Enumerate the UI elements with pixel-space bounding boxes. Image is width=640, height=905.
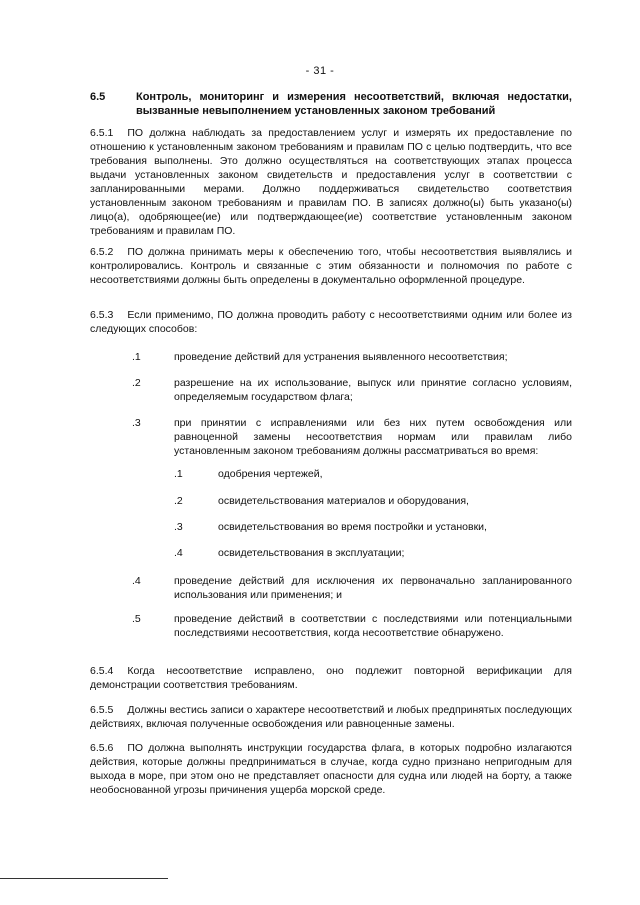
list-item-text: проведение действий в соответствии с последствиями или потенциальными последствиями несоответствия, когда несоответствие обнаружено. <box>174 613 572 639</box>
list-item-text: проведение действий для исключения их первоначально запланированного использования или применения; и <box>174 575 572 601</box>
paragraph-text: Когда несоответствие исправлено, оно подлежит повторной верификации для демонстрации соответствия требованиям. <box>90 665 572 691</box>
paragraph-number: 6.5.5 <box>90 704 114 716</box>
sub-list-item-text: освидетельствования в эксплуатации; <box>218 547 405 559</box>
paragraph-6-5-6 <box>90 741 572 797</box>
list-item-text: при принятии с исправлениями или без них путем освобождения или равноценной замены несоответствия нормам или правилам либо установленным законом требованиям должны рассматриваться во время: <box>174 417 572 457</box>
sub-list-item-number: .2 <box>174 495 183 507</box>
list-item-number: .5 <box>132 613 141 625</box>
paragraph-text: Должны вестись записи о характере несоответствий и любых предпринятых последующих действиях, включая полученные освобождения или равноценные замены. <box>90 704 572 730</box>
paragraph-number: 6.5.1 <box>90 127 114 139</box>
sub-list-item-number: .3 <box>174 521 183 533</box>
sub-list-item-text: освидетельствования во время постройки и установки, <box>218 521 487 533</box>
paragraph-number: 6.5.6 <box>90 742 114 754</box>
sub-list-item-number: .4 <box>174 547 183 559</box>
paragraph-text: ПО должна наблюдать за предоставлением услуг и измерять их предоставление по отношению к установленным законом требованиям и правилам ПО с целью подтвердить, что все требования выполнены. Это должно осуществляться на соответствующих этапах процесса выдачи установленных законом свидетельств и предоставления услуг в соответствии с запланированными мерами. Должно поддерживаться свидетельство соответствия установленным законом требованиям и правилам ПО. В записях должно(ы) быть указано(ы) лицо(а), одобряющее(ие) или подтверждающее(ие) соответствие установленным законом требованиям и правилам ПО. <box>90 127 572 237</box>
paragraph-6-5-1 <box>90 126 572 238</box>
paragraph-number: 6.5.2 <box>90 246 114 258</box>
page-number: - 31 - <box>305 65 335 77</box>
list-item-number: .3 <box>132 417 141 429</box>
paragraph-text: ПО должна принимать меры к обеспечению того, чтобы несоответствия выявлялись и контролировались. Контроль и связанные с этим обязанности и полномочия по работе с несоответствиями должны быть определены в документально оформленной процедуре. <box>90 246 572 286</box>
sub-list-item-text: освидетельствования материалов и оборудования, <box>218 495 469 507</box>
paragraph-6-5-4 <box>90 664 572 692</box>
sub-list-item-text: одобрения чертежей, <box>218 468 323 480</box>
paragraph-6-5-2 <box>90 245 572 287</box>
section-title: Контроль, мониторинг и измерения несоответствий, включая недостатки, вызванные невыполнением установленных законом требований <box>136 91 572 117</box>
paragraph-number: 6.5.4 <box>90 665 114 677</box>
list-item-number: .2 <box>132 377 141 389</box>
list-item-number: .1 <box>132 351 141 363</box>
footnote-separator <box>0 878 168 879</box>
paragraph-text: ПО должна выполнять инструкции государства флага, в которых подробно излагаются действия, которые должны предприниматься в случае, когда судно признано непригодным для выхода в море, при этом оно не представляет опасности для судна или людей на борту, а также необоснованной угрозы причинения ущерба морской среде. <box>90 742 572 796</box>
paragraph-6-5-5 <box>90 703 572 731</box>
paragraph-number: 6.5.3 <box>90 309 114 321</box>
paragraph-text: Если применимо, ПО должна проводить работу с несоответствиями одним или более из следующих способов: <box>90 309 572 335</box>
list-item-text: проведение действий для устранения выявленного несоответствия; <box>174 351 508 363</box>
sub-list-item-number: .1 <box>174 468 183 480</box>
section-number: 6.5 <box>90 91 106 103</box>
list-item-number: .4 <box>132 575 141 587</box>
list-item-text: разрешение на их использование, выпуск или принятие согласно условиям, определяемым государством флага; <box>174 377 572 403</box>
paragraph-6-5-3 <box>90 308 572 336</box>
